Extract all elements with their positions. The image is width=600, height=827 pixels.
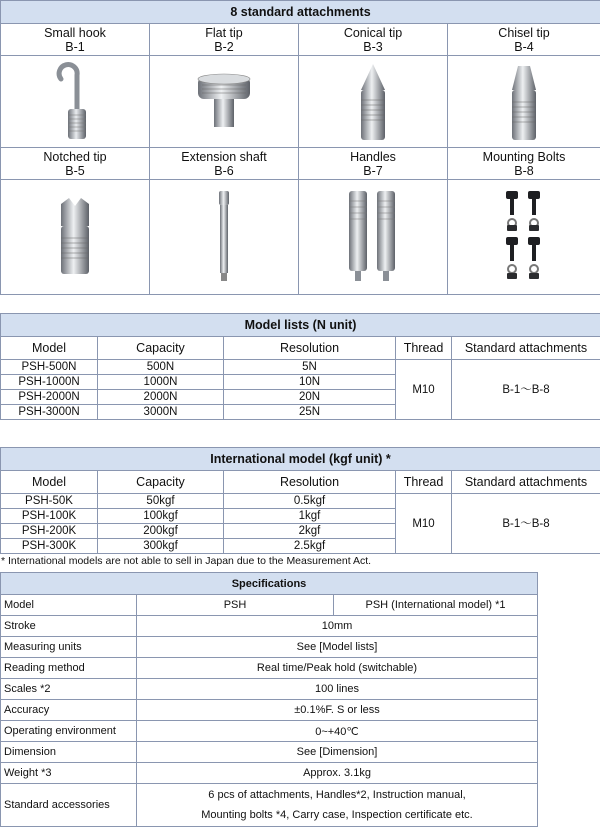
model-cell: PSH-500N (1, 360, 98, 375)
spec-value: Approx. 3.1kg (137, 763, 538, 784)
attachment-code: B-6 (214, 164, 233, 178)
model-list-n-table (0, 313, 600, 420)
model-cell: PSH-50K (1, 494, 98, 509)
spec-label: Dimension (1, 742, 137, 763)
attachment-code: B-4 (514, 40, 533, 54)
spec-label: Reading method (1, 658, 137, 679)
capacity-cell: 300kgf (98, 539, 224, 554)
spec-label: Stroke (1, 616, 137, 637)
attachment-code: B-3 (363, 40, 382, 54)
spec-accessories-value (137, 784, 538, 827)
accessories-line: Mounting bolts *4, Carry case, Inspection certificate etc. (137, 805, 537, 825)
spec-row (1, 679, 538, 700)
spec-label: Standard accessories (1, 784, 137, 827)
spec-value: 0~+40℃ (137, 721, 538, 742)
attachment-b2-cell (150, 24, 299, 56)
model-n-title: Model lists (N unit) (1, 314, 600, 337)
attachment-b1-cell (1, 24, 150, 56)
attachment-b4-cell (448, 24, 600, 56)
attachment-name: Handles (350, 150, 396, 164)
mounting-bolts-icon (448, 180, 600, 295)
resolution-cell: 25N (224, 405, 396, 420)
attachment-code: B-1 (65, 40, 84, 54)
attachment-code: B-2 (214, 40, 233, 54)
attachment-name: Extension shaft (181, 150, 266, 164)
resolution-cell: 0.5kgf (224, 494, 396, 509)
table-row (1, 360, 600, 375)
attachment-code: B-8 (514, 164, 533, 178)
col-thread: Thread (396, 471, 452, 494)
resolution-cell: 2kgf (224, 524, 396, 539)
attachments-cell: B-1～B-8 (452, 494, 600, 554)
attachment-b5-cell (1, 148, 150, 180)
attachment-name: Flat tip (205, 26, 243, 40)
spec-value: 10mm (137, 616, 538, 637)
capacity-cell: 2000N (98, 390, 224, 405)
col-capacity: Capacity (98, 471, 224, 494)
model-kgf-title: International model (kgf unit) * (1, 448, 600, 471)
model-cell: PSH-1000N (1, 375, 98, 390)
model-cell: PSH-300K (1, 539, 98, 554)
col-resolution: Resolution (224, 337, 396, 360)
notched-tip-icon (1, 180, 150, 295)
spec-value: 100 lines (137, 679, 538, 700)
flat-tip-icon (150, 56, 299, 148)
attachment-code: B-7 (363, 164, 382, 178)
resolution-cell: 1kgf (224, 509, 396, 524)
spec-model-intl: PSH (International model) *1 (334, 595, 538, 616)
spec-label: Weight *3 (1, 763, 137, 784)
spec-row (1, 784, 538, 827)
spec-label: Accuracy (1, 700, 137, 721)
capacity-cell: 100kgf (98, 509, 224, 524)
model-cell: PSH-3000N (1, 405, 98, 420)
col-model: Model (1, 337, 98, 360)
handles-icon (299, 180, 448, 295)
thread-cell: M10 (396, 494, 452, 554)
attachment-name: Conical tip (344, 26, 402, 40)
international-note: * International models are not able to sell in Japan due to the Measurement Act. (1, 555, 371, 567)
specifications-table (0, 572, 538, 827)
chisel-tip-icon (448, 56, 600, 148)
model-cell: PSH-200K (1, 524, 98, 539)
attachment-name: Chisel tip (498, 26, 549, 40)
spec-row (1, 637, 538, 658)
col-model: Model (1, 471, 98, 494)
attachment-name: Notched tip (43, 150, 106, 164)
spec-row (1, 721, 538, 742)
attachment-b3-cell (299, 24, 448, 56)
model-list-kgf-table (0, 447, 600, 554)
conical-tip-icon (299, 56, 448, 148)
attachments-cell: B-1～B-8 (452, 360, 600, 420)
resolution-cell: 10N (224, 375, 396, 390)
attachments-table (0, 0, 600, 295)
attachment-b7-cell (299, 148, 448, 180)
attachment-name: Mounting Bolts (483, 150, 566, 164)
resolution-cell: 5N (224, 360, 396, 375)
spec-row (1, 742, 538, 763)
accessories-line: 6 pcs of attachments, Handles*2, Instruction manual, (137, 785, 537, 805)
resolution-cell: 20N (224, 390, 396, 405)
spec-value: ±0.1%F. S or less (137, 700, 538, 721)
spec-label: Scales *2 (1, 679, 137, 700)
capacity-cell: 50kgf (98, 494, 224, 509)
attachment-name: Small hook (44, 26, 106, 40)
model-cell: PSH-100K (1, 509, 98, 524)
table-row (1, 494, 600, 509)
spec-row (1, 658, 538, 679)
specifications-title: Specifications (1, 573, 538, 595)
spec-row (1, 616, 538, 637)
spec-value: See [Dimension] (137, 742, 538, 763)
spec-value: See [Model lists] (137, 637, 538, 658)
thread-cell: M10 (396, 360, 452, 420)
capacity-cell: 1000N (98, 375, 224, 390)
spec-row (1, 700, 538, 721)
spec-value: Real time/Peak hold (switchable) (137, 658, 538, 679)
spec-model-psh: PSH (137, 595, 334, 616)
attachment-b8-cell (448, 148, 600, 180)
capacity-cell: 3000N (98, 405, 224, 420)
col-resolution: Resolution (224, 471, 396, 494)
spec-row (1, 763, 538, 784)
spec-label: Measuring units (1, 637, 137, 658)
capacity-cell: 500N (98, 360, 224, 375)
attachments-title: 8 standard attachments (1, 1, 600, 24)
attachment-b6-cell (150, 148, 299, 180)
hook-icon (1, 56, 150, 148)
spec-label: Model (1, 595, 137, 616)
col-standard-attachments: Standard attachments (452, 471, 600, 494)
col-standard-attachments: Standard attachments (452, 337, 600, 360)
col-thread: Thread (396, 337, 452, 360)
capacity-cell: 200kgf (98, 524, 224, 539)
attachment-code: B-5 (65, 164, 84, 178)
extension-shaft-icon (150, 180, 299, 295)
col-capacity: Capacity (98, 337, 224, 360)
resolution-cell: 2.5kgf (224, 539, 396, 554)
model-cell: PSH-2000N (1, 390, 98, 405)
spec-label: Operating environment (1, 721, 137, 742)
